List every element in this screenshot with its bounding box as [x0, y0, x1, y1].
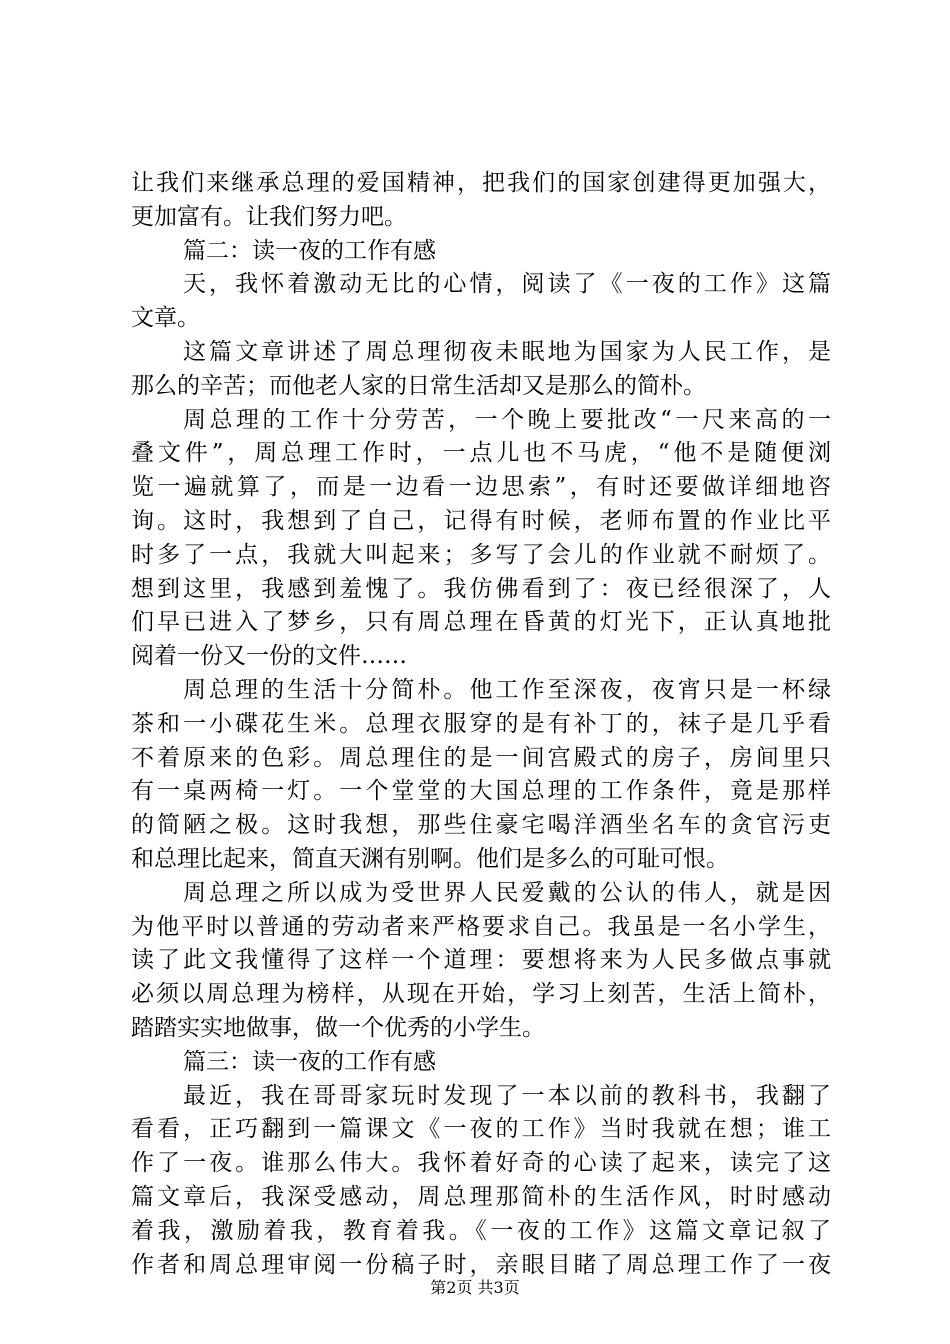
text-line: 那么的辛苦；而他老人家的日常生活却又是那么的简朴。 — [131, 372, 706, 399]
text-line: 必须以周总理为榜样，从现在开始，学习上刻苦，生活上简朴， — [131, 981, 831, 1008]
text-line: 阅着一份又一份的文件…… — [131, 643, 407, 670]
text-line: 周总理的工作十分劳苦，一个晚上要批改“一尺来高的一 — [183, 406, 831, 433]
text-line: 们早已进入了梦乡，只有周总理在昏黄的灯光下，正认真地批 — [131, 609, 831, 636]
text-line: 这篇文章讲述了周总理彻夜未眠地为国家为人民工作，是 — [183, 338, 831, 365]
text-line: 作者和周总理审阅一份稿子时，亲眼目睹了周总理工作了一夜 — [131, 1251, 831, 1278]
text-line: 询。这时，我想到了自己，记得有时候，老师布置的作业比平 — [131, 507, 831, 534]
text-line: 看看，正巧翻到一篇课文《一夜的工作》当时我就在想；谁工 — [131, 1116, 831, 1143]
text-line: 篇三：读一夜的工作有感 — [183, 1048, 436, 1075]
text-line: 篇二：读一夜的工作有感 — [183, 237, 436, 264]
text-line: 让我们来继承总理的爱国精神，把我们的国家创建得更加强大， — [131, 170, 831, 196]
text-line: 读了此文我懂得了这样一个道理：要想将来为人民多做点事就 — [131, 947, 831, 974]
text-line: 文章。 — [131, 305, 200, 332]
text-line: 最近，我在哥哥家玩时发现了一本以前的教科书，我翻了 — [183, 1082, 831, 1109]
text-line: 周总理之所以成为受世界人民爱戴的公认的伟人，就是因 — [183, 879, 831, 906]
text-line: 时多了一点，我就大叫起来；多写了会儿的作业就不耐烦了。 — [131, 541, 831, 568]
text-line: 踏踏实实地做事，做一个优秀的小学生。 — [131, 1014, 545, 1041]
page-footer — [0, 1278, 950, 1298]
page-number-label: 第2页 共3页 — [430, 1278, 520, 1297]
text-line: 周总理的生活十分简朴。他工作至深夜，夜宵只是一杯绿 — [183, 676, 831, 703]
text-line: 和总理比起来，简直天渊有别啊。他们是多么的可耻可恨。 — [131, 845, 729, 872]
text-line: 想到这里，我感到羞愧了。我仿佛看到了：夜已经很深了，人 — [131, 575, 831, 602]
text-line: 有一桌两椅一灯。一个堂堂的大国总理的工作条件，竟是那样 — [131, 778, 831, 805]
text-line: 篇文章后，我深受感动，周总理那简朴的生活作风，时时感动 — [131, 1183, 831, 1210]
text-line: 为他平时以普通的劳动者来严格要求自己。我虽是一名小学生， — [131, 913, 831, 940]
text-line: 更加富有。让我们努力吧。 — [131, 203, 407, 230]
text-line: 着我，激励着我，教育着我。《一夜的工作》这篇文章记叙了 — [131, 1217, 831, 1244]
text-line: 作了一夜。谁那么伟大。我怀着好奇的心读了起来，读完了这 — [131, 1150, 831, 1177]
text-line: 天，我怀着激动无比的心情，阅读了《一夜的工作》这篇 — [183, 271, 831, 298]
text-line: 叠文件”，周总理工作时，一点儿也不马虎，“他不是随便浏 — [131, 440, 831, 467]
text-line: 的简陋之极。这时我想，那些住豪宅喝洋酒坐名车的贪官污吏 — [131, 812, 831, 839]
text-line: 茶和一小碟花生米。总理衣服穿的是有补丁的，袜子是几乎看 — [131, 710, 831, 737]
text-line: 览一遍就算了，而是一边看一边思索”，有时还要做详细地咨 — [131, 474, 831, 501]
text-line: 不着原来的色彩。周总理住的是一间宫殿式的房子，房间里只 — [131, 744, 831, 771]
document-body — [131, 167, 831, 1282]
